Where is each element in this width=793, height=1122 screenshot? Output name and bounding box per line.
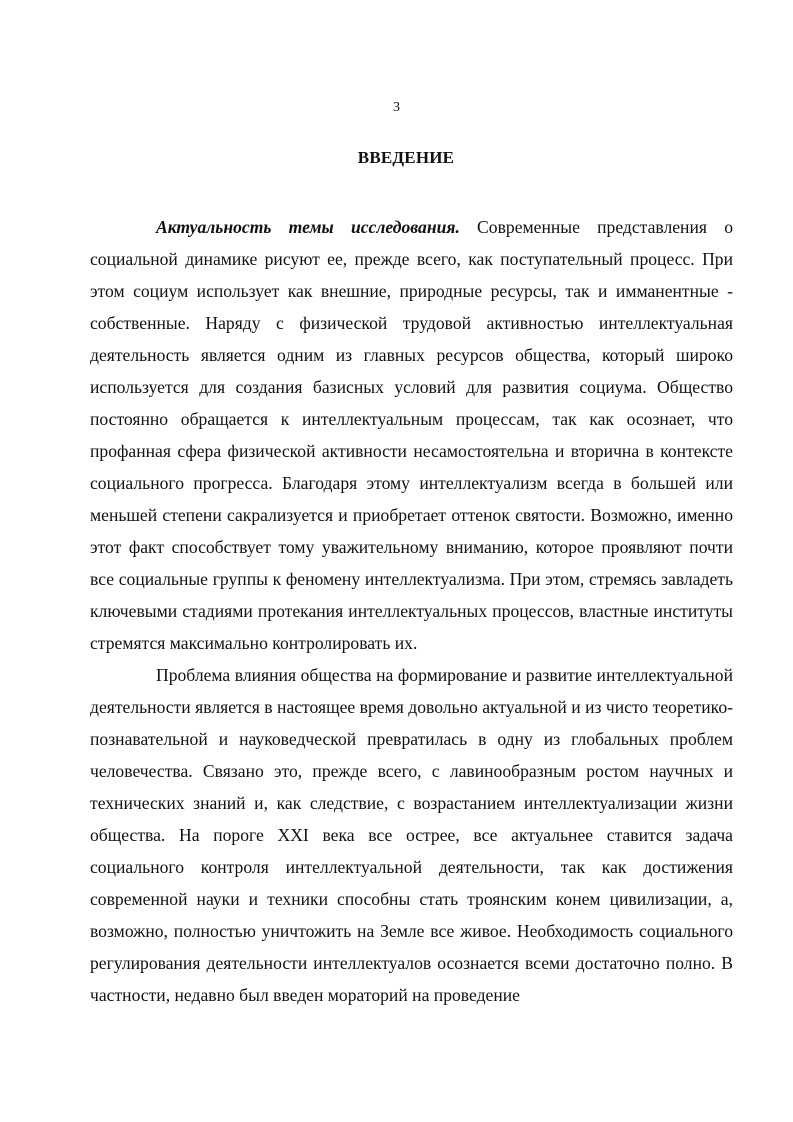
paragraph-lead-in: Актуальность темы исследования. bbox=[156, 217, 460, 237]
paragraph-relevance bbox=[90, 211, 733, 659]
section-heading: ВВЕДЕНИЕ bbox=[357, 148, 455, 167]
paragraph-relevance-text: Современные представления о социальной динамике рисуют ее, прежде всего, как поступательный процесс. При этом социум использует как внешние, природные ресурсы, так и имманентные - собственные. Наряду с физической трудовой активностью интеллектуальная деятельность является одним из главных ресурсов общества, который широко используется для создания базисных условий для развития социума. Общество постоянно обращается к интеллектуальным процессам, так как осознает, что профанная сфера физической активности несамостоятельна и вторична в контексте социального прогресса. Благодаря этому интеллектуализм всегда в большей или меньшей степени сакрализуется и приобретает оттенок святости. Возможно, именно этот факт способствует тому уважительному вниманию, которое проявляют почти все социальные группы к феномену интеллектуализма. При этом, стремясь завладеть ключевыми стадиями протекания интеллектуальных процессов, властные институты стремятся максимально контролировать их. bbox=[90, 217, 733, 653]
body-text bbox=[90, 211, 733, 1011]
page-number: 3 bbox=[393, 100, 400, 115]
paragraph-problem-text: Проблема влияния общества на формирование и развитие интеллектуальной деятельности является в настоящее время довольно актуальной и из чисто теоретико-познавательной и науковедческой превратилась в одну из глобальных проблем человечества. Связано это, прежде всего, с лавинообразным ростом научных и технических знаний и, как следствие, с возрастанием интеллектуализации жизни общества. На пороге XXI века все острее, все актуальнее ставится задача социального контроля интеллектуальной деятельности, так как достижения современной науки и техники способны стать троянским конем цивилизации, а, возможно, полностью уничтожить на Земле все живое. Необходимость социального регулирования деятельности интеллектуалов осознается всеми достаточно полно. В частности, недавно был введен мораторий на проведение bbox=[90, 665, 733, 1005]
paragraph-problem bbox=[90, 659, 733, 1011]
